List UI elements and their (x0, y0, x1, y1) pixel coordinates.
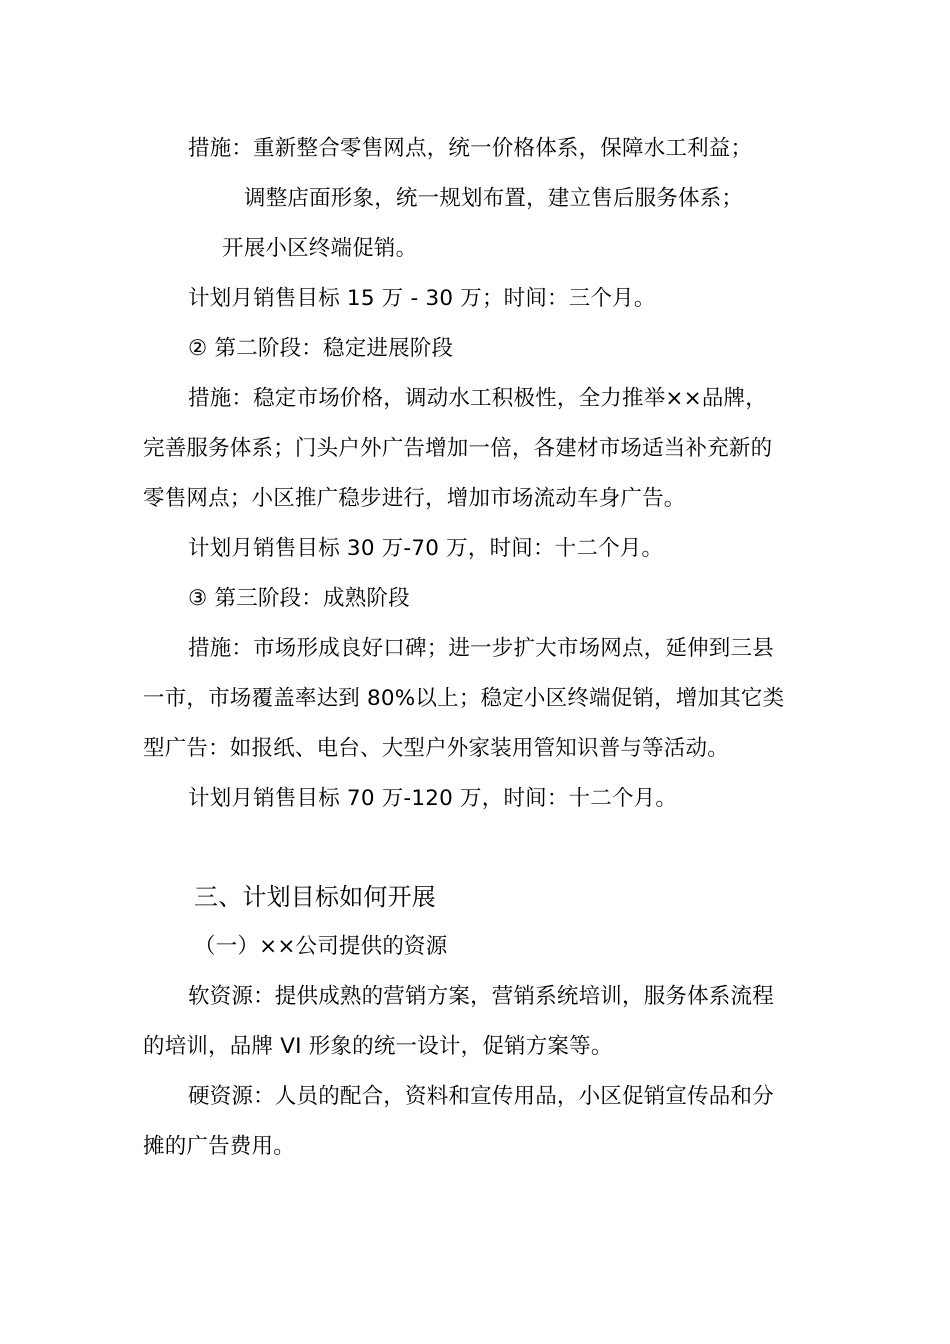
stage3-measures-line-1: 措施：市场形成良好口碑；进一步扩大市场网点，延伸到三县 (188, 636, 774, 661)
stage2-heading: ② 第二阶段：稳定进展阶段 (188, 336, 454, 361)
stage3-heading: ③ 第三阶段：成熟阶段 (188, 586, 410, 611)
measures-line-1: 措施：重新整合零售网点，统一价格体系，保障水工利益； (188, 136, 753, 161)
measures-line-2: 调整店面形象，统一规划布置，建立售后服务体系； (244, 186, 744, 211)
hard-resources-line-1: 硬资源：人员的配合，资料和宣传用品，小区促销宣传品和分 (188, 1084, 774, 1109)
target-line-stage3: 计划月销售目标 70 万-120 万，时间：十二个月。 (188, 786, 678, 811)
stage2-measures-line-2: 完善服务体系；门头户外广告增加一倍，各建材市场适当补充新的 (143, 436, 773, 461)
soft-resources-line-1: 软资源：提供成熟的营销方案，营销系统培训，服务体系流程 (188, 984, 774, 1009)
stage2-measures-line-1: 措施：稳定市场价格，调动水工积极性，全力推举××品牌， (188, 386, 767, 411)
stage3-measures-line-2: 一市，市场覆盖率达到 80%以上；稳定小区终端促销，增加其它类 (143, 686, 785, 711)
hard-resources-line-2: 摊的广告费用。 (143, 1134, 295, 1159)
subsection-resources-title: （一）××公司提供的资源 (194, 934, 448, 959)
measures-line-3: 开展小区终端促销。 (222, 236, 418, 261)
section-three-title: 三、计划目标如何开展 (194, 883, 436, 911)
target-line-stage1: 计划月销售目标 15 万 - 30 万；时间：三个月。 (188, 286, 656, 311)
stage3-measures-line-3: 型广告：如报纸、电台、大型户外家装用管知识普与等活动。 (143, 736, 729, 761)
soft-resources-line-2: 的培训，品牌 VI 形象的统一设计，促销方案等。 (143, 1034, 613, 1059)
stage2-measures-line-3: 零售网点；小区推广稳步进行，增加市场流动车身广告。 (143, 486, 686, 511)
target-line-stage2: 计划月销售目标 30 万-70 万，时间：十二个月。 (188, 536, 664, 561)
